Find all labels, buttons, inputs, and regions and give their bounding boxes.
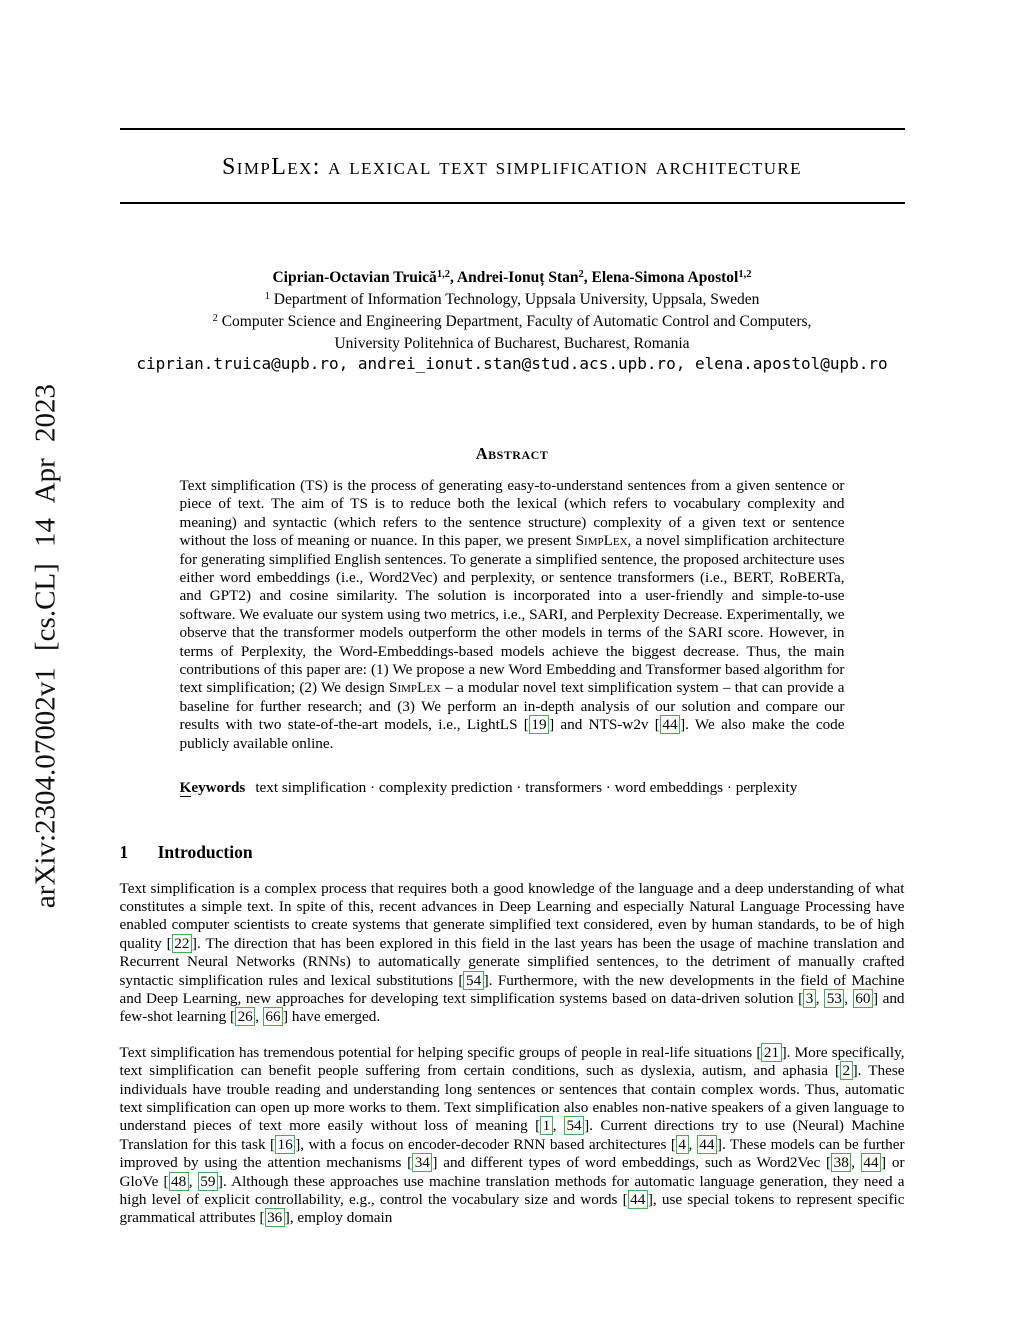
text-segment: K <box>179 779 192 797</box>
text-segment: – a modular novel text simplification system – that can provide a baseline for further research; and (3) We perform an in-depth analysis of our solution and compare our results with two state-of-the-art models, i.e., LightLS [ <box>179 679 845 734</box>
text-segment: 2 <box>578 269 584 281</box>
text-segment: 1,2 <box>738 269 752 281</box>
text-segment: , <box>815 989 825 1007</box>
text-segment: ]. More specifically, text simplification can benefit people suffering from certain conditions, such as dyslexia, autism, and aphasia [ <box>119 1043 905 1080</box>
text-segment: SimpLex <box>389 679 441 697</box>
citation-link[interactable]: 21 <box>761 1043 781 1062</box>
citation-link[interactable]: 54 <box>564 1116 584 1135</box>
citation-link[interactable]: 60 <box>853 989 873 1008</box>
citation-link[interactable]: 66 <box>263 1007 283 1026</box>
citation-link[interactable]: 54 <box>463 971 483 990</box>
keywords-line <box>180 779 845 797</box>
section-title: Introduction <box>157 841 253 862</box>
text-segment: , Andrei-Ionuț Stan <box>449 269 579 286</box>
text-segment: ]. Furthermore, with the new developments in the field of Machine and Deep Learning, new approaches for developing text simplification systems based on data-driven solution [ <box>119 971 905 1007</box>
text-segment: ], use special tokens to represent specific grammatical attributes [ <box>119 1191 905 1227</box>
text-segment: 2 <box>212 313 218 325</box>
text-segment: ]. The direction that has been explored in this field in the last years has been the usage of machine translation and Recurrent Neural Networks (RNNs) to automatically generate simplified sentences, to the detriment of manually crafted syntactic simplification rules and lexical substitutions [ <box>119 934 905 989</box>
text-segment: ]. Although these approaches use machine translation methods for automatic language generation, they need a high level of explicit controllability, e.g., control the vocabulary size and words [ <box>119 1172 905 1208</box>
citation-link[interactable]: 34 <box>412 1153 432 1172</box>
text-segment: Text simplification (TS) is the process of generating easy-to-understand sentences from a given sentence or piece of text. The aim of TS is to reduce both the lexical (which refers to vocabulary complexity and meaning) and syntactic (which refers to the sentence structure) complexity of a given text or sentence without the loss of meaning or nuance. In this paper, we present <box>179 477 845 550</box>
text-segment: Text simplification has tremendous potential for helping specific groups of people in real-life situations [ <box>119 1043 762 1061</box>
text-segment: , <box>188 1172 198 1190</box>
text-segment: , <box>552 1117 564 1135</box>
text-segment: ] or GloVe [ <box>119 1154 905 1190</box>
text-segment: SimpLex <box>575 532 628 550</box>
citation-link[interactable]: 1 <box>540 1116 553 1135</box>
text-segment: ] and different types of word embeddings, such as Word2Vec [ <box>432 1154 832 1172</box>
text-segment: ]. These individuals have trouble reading and understanding long sentences or sentences that contain complex words. Thus, automatic text simplification can open up more works to them. Text simplification also enables non-native speakers of a given language to understand pieces of text more easily without loss of meaning [ <box>119 1062 905 1135</box>
text-segment: ]. We also make the code publicly available online. <box>179 716 845 752</box>
citation-link[interactable]: 36 <box>265 1208 285 1227</box>
text-segment: Ciprian-Octavian Truică <box>272 269 437 286</box>
citation-link[interactable]: 48 <box>169 1172 189 1191</box>
text-segment: ] and NTS-w2v [ <box>549 716 660 734</box>
citation-link[interactable]: 44 <box>697 1135 717 1154</box>
text-segment: Department of Information Technology, Uppsala University, Uppsala, Sweden <box>269 291 760 308</box>
authors-block <box>120 268 905 374</box>
citation-link[interactable]: 19 <box>529 715 549 734</box>
author-emails: ciprian.truica@upb.ro, andrei_ionut.stan@stud.acs.upb.ro, elena.apostol@upb.ro <box>136 354 888 373</box>
affiliation-2 <box>120 312 905 334</box>
affiliation-1 <box>120 290 905 312</box>
text-segment: ] and few-shot learning [ <box>119 989 905 1026</box>
abstract-heading: Abstract <box>475 444 549 463</box>
citation-link[interactable]: 53 <box>824 989 844 1008</box>
text-segment: , <box>851 1154 861 1172</box>
text-segment: ], with a focus on encoder-decoder RNN based architectures [ <box>295 1135 676 1153</box>
citation-link[interactable]: 26 <box>235 1007 255 1026</box>
citation-link[interactable]: 59 <box>198 1172 218 1191</box>
text-segment: ]. Current directions try to use (Neural) Machine Translation for this task [ <box>119 1117 905 1153</box>
citation-link[interactable]: 44 <box>660 715 680 734</box>
text-segment: , <box>688 1135 697 1153</box>
affiliation-2-continued: University Politehnica of Bucharest, Bucharest, Romania <box>334 335 690 352</box>
author-names <box>120 268 905 290</box>
citation-link[interactable]: 16 <box>275 1135 295 1154</box>
text-segment: Text simplification is a complex process that requires both a good knowledge of the language and a deep understanding of what constitutes a simple text. In spite of this, recent advances in Deep Learning and especially Natural Language Processing have enabled computer scientists to create systems that generate simplified text considered, even by human standards, to be of high quality [ <box>119 879 905 952</box>
abstract-text <box>180 477 845 753</box>
citation-link[interactable]: 3 <box>803 989 816 1008</box>
citation-link[interactable]: 44 <box>628 1190 648 1209</box>
text-segment: text simplification · complexity prediction · transformers · word embeddings · perplexity <box>255 779 798 797</box>
paper-title: SimpLex: a lexical text simplification architecture <box>222 154 802 180</box>
text-segment: 1,2 <box>436 269 450 281</box>
title-rule-top <box>120 128 905 130</box>
text-segment: , a novel simplification architecture for generating simplified English sentences. To generate a simplified sentence, the proposed architecture uses either word embeddings (i.e., Word2Vec) and perplexity, or sentence transformers (i.e., BERT, RoBERTa, and GPT2) and cosine similarity. The solution is incorporated into a user-friendly and simple-to-use software. We evaluate our system using two metrics, i.e., SARI, and Perplexity Decrease. Experimentally, we observe that the transformer models outperform the other models in terms of the SARI score. However, in terms of Perplexity, the Word-Embeddings-based models achieve the biggest decrease. Thus, the main contributions of this paper are: (1) We propose a new Word Embedding and Transformer based algorithm for text simplification; (2) We design <box>179 532 845 697</box>
text-segment: , <box>844 989 853 1007</box>
text-segment: ] have emerged. <box>283 1008 381 1026</box>
paper-content <box>120 0 905 1228</box>
text-segment: , <box>255 1008 263 1026</box>
text-segment: 1 <box>264 291 270 303</box>
citation-link[interactable]: 22 <box>172 934 192 953</box>
citation-link[interactable]: 2 <box>840 1061 853 1080</box>
intro-paragraph-2 <box>120 1044 905 1228</box>
citation-link[interactable]: 44 <box>861 1153 881 1172</box>
title-rule-bottom <box>120 202 905 204</box>
text-segment: ], employ domain <box>284 1209 393 1227</box>
text-segment: Computer Science and Engineering Department, Faculty of Automatic Control and Computers, <box>217 313 812 330</box>
section-heading-introduction <box>120 842 905 863</box>
section-number: 1 <box>119 841 129 862</box>
text-segment: eywords <box>191 779 246 797</box>
text-segment: ]. These models can be further improved by using the attention mechanisms [ <box>119 1135 905 1172</box>
citation-link[interactable]: 38 <box>831 1153 851 1172</box>
intro-paragraph-1 <box>120 880 905 1027</box>
citation-link[interactable]: 4 <box>676 1135 689 1154</box>
text-segment: , Elena-Simona Apostol <box>583 269 739 286</box>
arxiv-watermark: arXiv:2304.07002v1 [cs.CL] 14 Apr 2023 <box>29 383 62 909</box>
